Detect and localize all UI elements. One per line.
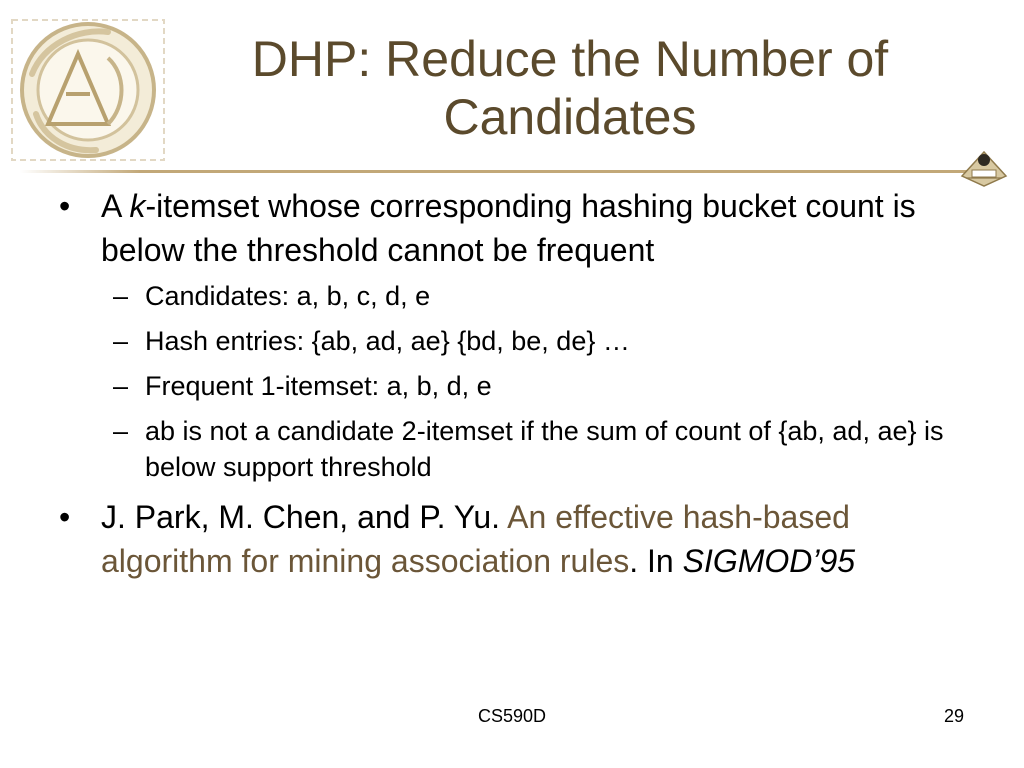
reference-paper-title-link[interactable]: An effective hash-based algorithm for mining association rules [101, 499, 850, 579]
reference-venue: SIGMOD’95 [682, 543, 856, 579]
dash-mark: – [113, 416, 129, 446]
bullet-text-k: k [129, 188, 146, 224]
sub-bullet-frequent-itemset [55, 368, 955, 404]
footer-course: CS590D [477, 706, 547, 726]
bullet-dhp-rule [55, 184, 955, 272]
slide-title [190, 30, 950, 146]
bullet-text-a: A [101, 188, 130, 224]
bullet-mark: • [59, 188, 71, 224]
sub-bullet-hash-entries [55, 323, 955, 359]
sub-bullet-text: Hash entries: {ab, ad, ae} {bd, be, de} … [145, 326, 630, 356]
footer-page-number: 29 [943, 706, 964, 726]
sub-bullet-candidates [55, 278, 955, 314]
sub-bullet-text: Frequent 1-itemset: a, b, d, e [145, 371, 492, 401]
sub-bullet-text: ab is not a candidate 2-itemset if the sum of count of {ab, ad, ae} is below support threshold [145, 416, 944, 482]
dash-mark: – [113, 371, 129, 401]
slide-content [55, 184, 955, 583]
purdue-mascot-logo [958, 146, 1010, 190]
title-line-2: Candidates [443, 89, 697, 145]
title-divider [30, 170, 990, 173]
reference-authors: J. Park, M. Chen, and P. Yu. [101, 499, 508, 535]
dash-mark: – [113, 326, 129, 356]
dash-mark: – [113, 281, 129, 311]
bullet-mark: • [59, 499, 71, 535]
sub-bullet-text: Candidates: a, b, c, d, e [145, 281, 431, 311]
title-divider-fade [20, 170, 140, 173]
sub-bullet-list [55, 278, 955, 485]
bullet-text-b: -itemset whose corresponding hashing bucket count is below the threshold cannot be frequent [101, 188, 916, 268]
reference-in: . In [629, 543, 683, 579]
title-line-1: DHP: Reduce the Number of [251, 31, 889, 87]
sub-bullet-ab-not-candidate [55, 413, 955, 485]
university-seal-logo [8, 14, 168, 166]
bullet-reference [55, 495, 955, 583]
